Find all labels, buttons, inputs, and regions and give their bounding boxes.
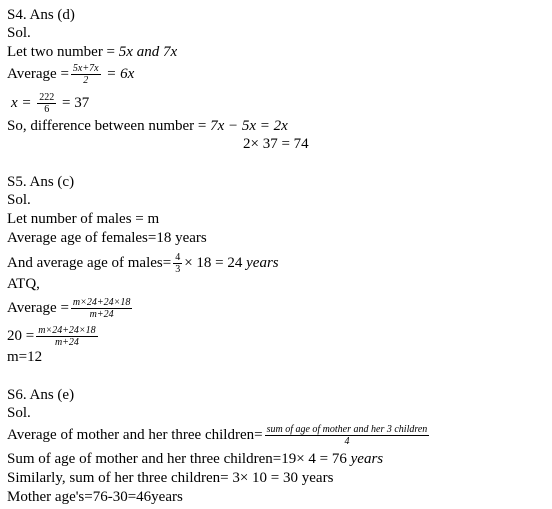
s5-line1: Let number of males = m	[7, 211, 160, 227]
s6-line1: Average of mother and her three children= $\frac{\text{sum of age of mother and her 3 children}}{4}$	[7, 424, 428, 447]
s6-sol: Sol.	[7, 405, 31, 421]
s5-equation: 20 = $\frac{m\times 24+24\times 18}{m+24}$	[7, 325, 96, 348]
s4-avg-fraction: $\frac{5x+7x}{2}$	[72, 63, 99, 86]
s5-line2: Average age of females=18 years	[7, 230, 207, 246]
s4-line1: Let two number = 5x and 7x	[7, 44, 178, 60]
s4-sol: Sol.	[7, 25, 31, 41]
s6-line3: Similarly, sum of her three children= 3× 10 = 30 years	[7, 470, 334, 486]
s5-eq-fraction: $\frac{m\times 24+24\times 18}{m+24}$	[38, 325, 96, 348]
s4-result: 2× 37 = 74	[243, 136, 309, 152]
s4-average: Average = $\frac{5x+7x}{2}$ = 6x	[7, 63, 135, 86]
s4-x-fraction: $\frac{222}{6}$	[39, 92, 55, 115]
s6-line4: Mother age's=76-30=46years	[7, 489, 183, 505]
s6-avg-fraction: $\frac{\text{sum of age of mother and her 3 children}}{4}$	[266, 424, 428, 447]
s4-x-value: x = $\frac{222}{6}$ = 37	[11, 92, 90, 115]
s5-heading: S5. Ans (c)	[7, 174, 75, 190]
s5-answer: m=12	[7, 349, 43, 365]
s5-avg-fraction: $\frac{m\times 24+24\times 18}{m+24}$	[72, 297, 131, 320]
s5-males-fraction: $\frac{4}{3}$	[175, 252, 181, 275]
s4-line1-math: 5x and 7x	[118, 44, 178, 60]
s5-atq: ATQ,	[7, 276, 40, 292]
s6-heading: S6. Ans (e)	[7, 387, 75, 403]
s5-line3: And average age of males= $\frac{4}{3}$ × 18 = 24 years	[7, 252, 279, 275]
s5-average: Average = $\frac{m\times 24+24\times 18}{m+24}$	[7, 297, 131, 320]
s6-line2: Sum of age of mother and her three children=19× 4 = 76 years	[7, 451, 384, 467]
s4-heading: S4. Ans (d)	[7, 7, 75, 23]
s5-sol: Sol.	[7, 192, 31, 208]
s4-difference: So, difference between number = 7x − 5x = 2x	[7, 118, 288, 134]
